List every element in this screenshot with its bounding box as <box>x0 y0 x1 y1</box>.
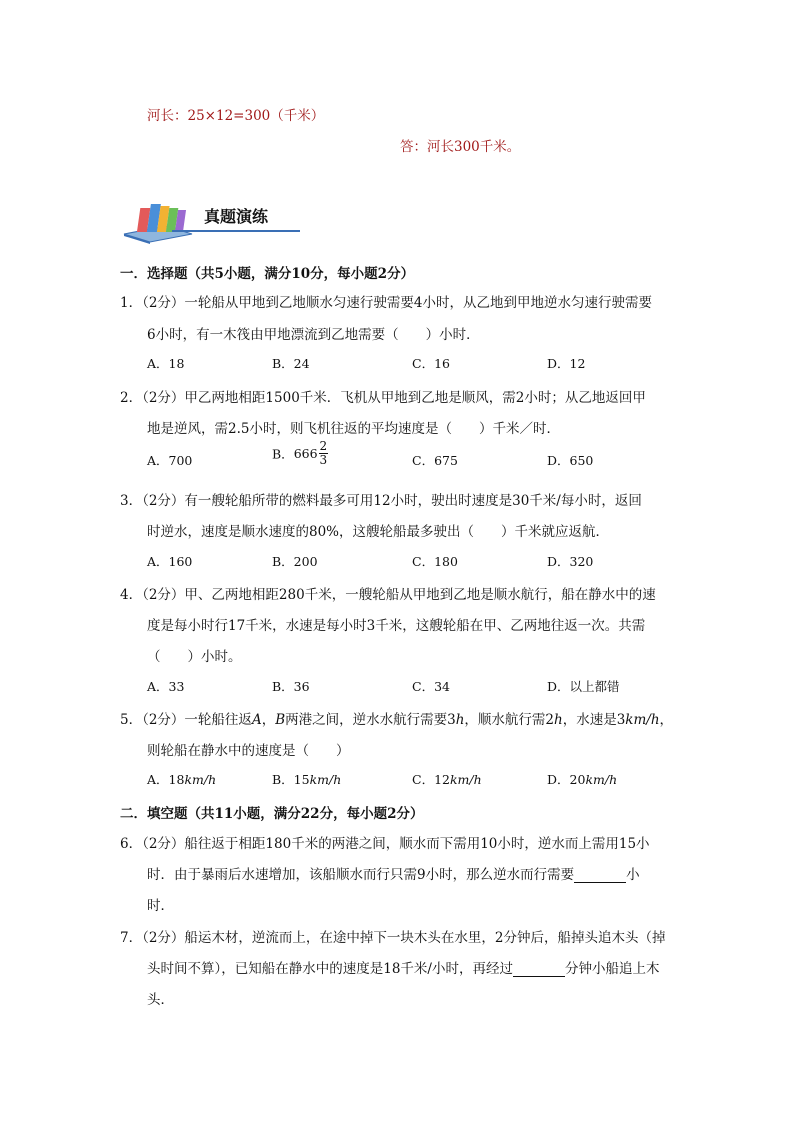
banner-title: 真题演练 <box>204 207 269 226</box>
q2-option-b-whole: 666 <box>293 446 318 461</box>
books-icon <box>120 196 194 244</box>
q5-unit-kmh: km/h <box>625 712 660 728</box>
q2-line1: 2．（2分）甲乙两地相距1500千米．飞机从甲地到乙地是顺风，需2小时；从乙地返回甲 <box>120 390 646 406</box>
q5-port-b: B <box>275 712 286 728</box>
q7-line2-text: 头时间不算），已知船在静水中的速度是18千米/小时，再经过 <box>147 961 513 977</box>
q4-line1: 4．（2分）甲、乙两地相距280千米，一艘轮船从甲地到乙地是顺水航行，船在静水中的速 <box>120 587 656 603</box>
q5-option-c <box>412 770 482 788</box>
fraction-denominator: 3 <box>319 453 328 467</box>
q1-line2: 6小时，有一木筏由甲地漂流到乙地需要（ ）小时． <box>147 327 480 343</box>
section-heading-choice: 一．选择题（共5小题，满分10分，每小题2分） <box>120 266 415 282</box>
q1-line1: 1．（2分）一轮船从甲地到乙地顺水匀速行驶需要4小时，从乙地到甲地逆水匀速行驶需要 <box>120 295 653 311</box>
q2-option-c: C．675 <box>412 453 458 468</box>
q5-option-d-unit: km/h <box>585 772 618 787</box>
q2-option-b <box>272 440 328 467</box>
q2-option-b-label: B． <box>272 446 294 462</box>
q4-option-d: D．以上都错 <box>547 679 620 694</box>
q3-option-c: C．180 <box>412 554 458 569</box>
q6-line3: 时． <box>147 898 174 914</box>
banner-underline <box>172 230 300 232</box>
q1-option-a: A．18 <box>147 356 185 371</box>
q4-line2: 度是每小时行17千米，水速是每小时3千米，这艘轮船在甲、乙两地往返一次。共需 <box>147 618 646 634</box>
q5-option-d <box>547 770 617 788</box>
q5-line1 <box>120 708 673 728</box>
q2-line2: 地是逆风，需2.5小时，则飞机往返的平均速度是（ ）千米／时． <box>147 421 560 437</box>
answer-calc: 河长：25×12=300（千米） <box>147 108 325 124</box>
fraction-numerator: 2 <box>319 439 328 453</box>
q5-text-5: ， <box>659 712 674 728</box>
q7-line2-end: 分钟小船追上木 <box>564 961 660 977</box>
section-banner <box>120 196 300 246</box>
q7-line1: 7．（2分）船运木材，逆流而上，在途中掉下一块木头在水里，2分钟后，船掉头追木头（掉 <box>120 930 666 946</box>
q2-option-a: A．700 <box>147 453 193 468</box>
q6-line2-end: 小 <box>626 867 640 883</box>
q5-unit-h2: h <box>554 712 563 728</box>
q1-option-c: C．16 <box>412 356 450 371</box>
q2-option-b-fraction <box>319 440 329 467</box>
q5-unit-h1: h <box>455 712 465 728</box>
q5-option-c-unit: km/h <box>449 772 482 787</box>
q1-option-b: B．24 <box>272 356 310 371</box>
q4-option-b: B．36 <box>272 679 310 694</box>
q5-text-3: ，顺水航行需2 <box>464 712 554 728</box>
q4-option-a: A．33 <box>147 679 185 694</box>
q5-option-a-unit: km/h <box>184 772 217 787</box>
q5-option-b <box>272 770 341 788</box>
q5-option-d-value: D．20 <box>547 772 586 787</box>
q6-answer-blank[interactable] <box>574 868 626 883</box>
q5-port-a: A <box>251 712 262 728</box>
q5-text-4: ，水速是3 <box>562 712 626 728</box>
q3-option-b: B．200 <box>272 554 318 569</box>
q5-comma: ， <box>261 712 276 728</box>
q6-line1: 6．（2分）船往返于相距180千米的两港之间，顺水而下需用10小时，逆水而上需用15小 <box>120 836 650 852</box>
q5-option-a-value: A．18 <box>147 772 185 787</box>
q6-line2-text: 时．由于暴雨后水速增加，该船顺水而行只需9小时，那么逆水而行需要 <box>147 867 575 883</box>
q5-option-a <box>147 770 216 788</box>
q5-option-b-value: B．15 <box>272 772 310 787</box>
q3-line1: 3．（2分）有一艘轮船所带的燃料最多可用12小时，驶出时速度是30千米/每小时，返回 <box>120 493 642 509</box>
q5-line2: 则轮船在静水中的速度是（ ） <box>147 743 350 759</box>
answer-text: 答：河长300千米。 <box>400 139 521 155</box>
q3-option-a: A．160 <box>147 554 193 569</box>
q4-option-c: C．34 <box>412 679 450 694</box>
section-heading-fill: 二．填空题（共11小题，满分22分，每小题2分） <box>120 806 424 822</box>
q7-answer-blank[interactable] <box>513 962 565 977</box>
q5-text-2: 两港之间，逆水水航行需要3 <box>285 712 456 728</box>
q5-option-b-unit: km/h <box>309 772 342 787</box>
q2-option-d: D．650 <box>547 453 594 468</box>
q4-line3: （ ）小时。 <box>147 649 242 665</box>
q5-text-1: 5．（2分）一轮船往返 <box>120 712 252 728</box>
q1-option-d: D．12 <box>547 356 586 371</box>
q5-option-c-value: C．12 <box>412 772 450 787</box>
q3-line2: 时逆水，速度是顺水速度的80%，这艘轮船最多驶出（ ）千米就应返航． <box>147 524 610 540</box>
q6-line2 <box>147 863 640 883</box>
q3-option-d: D．320 <box>547 554 594 569</box>
q7-line2 <box>147 957 659 977</box>
q7-line3: 头． <box>147 992 174 1008</box>
